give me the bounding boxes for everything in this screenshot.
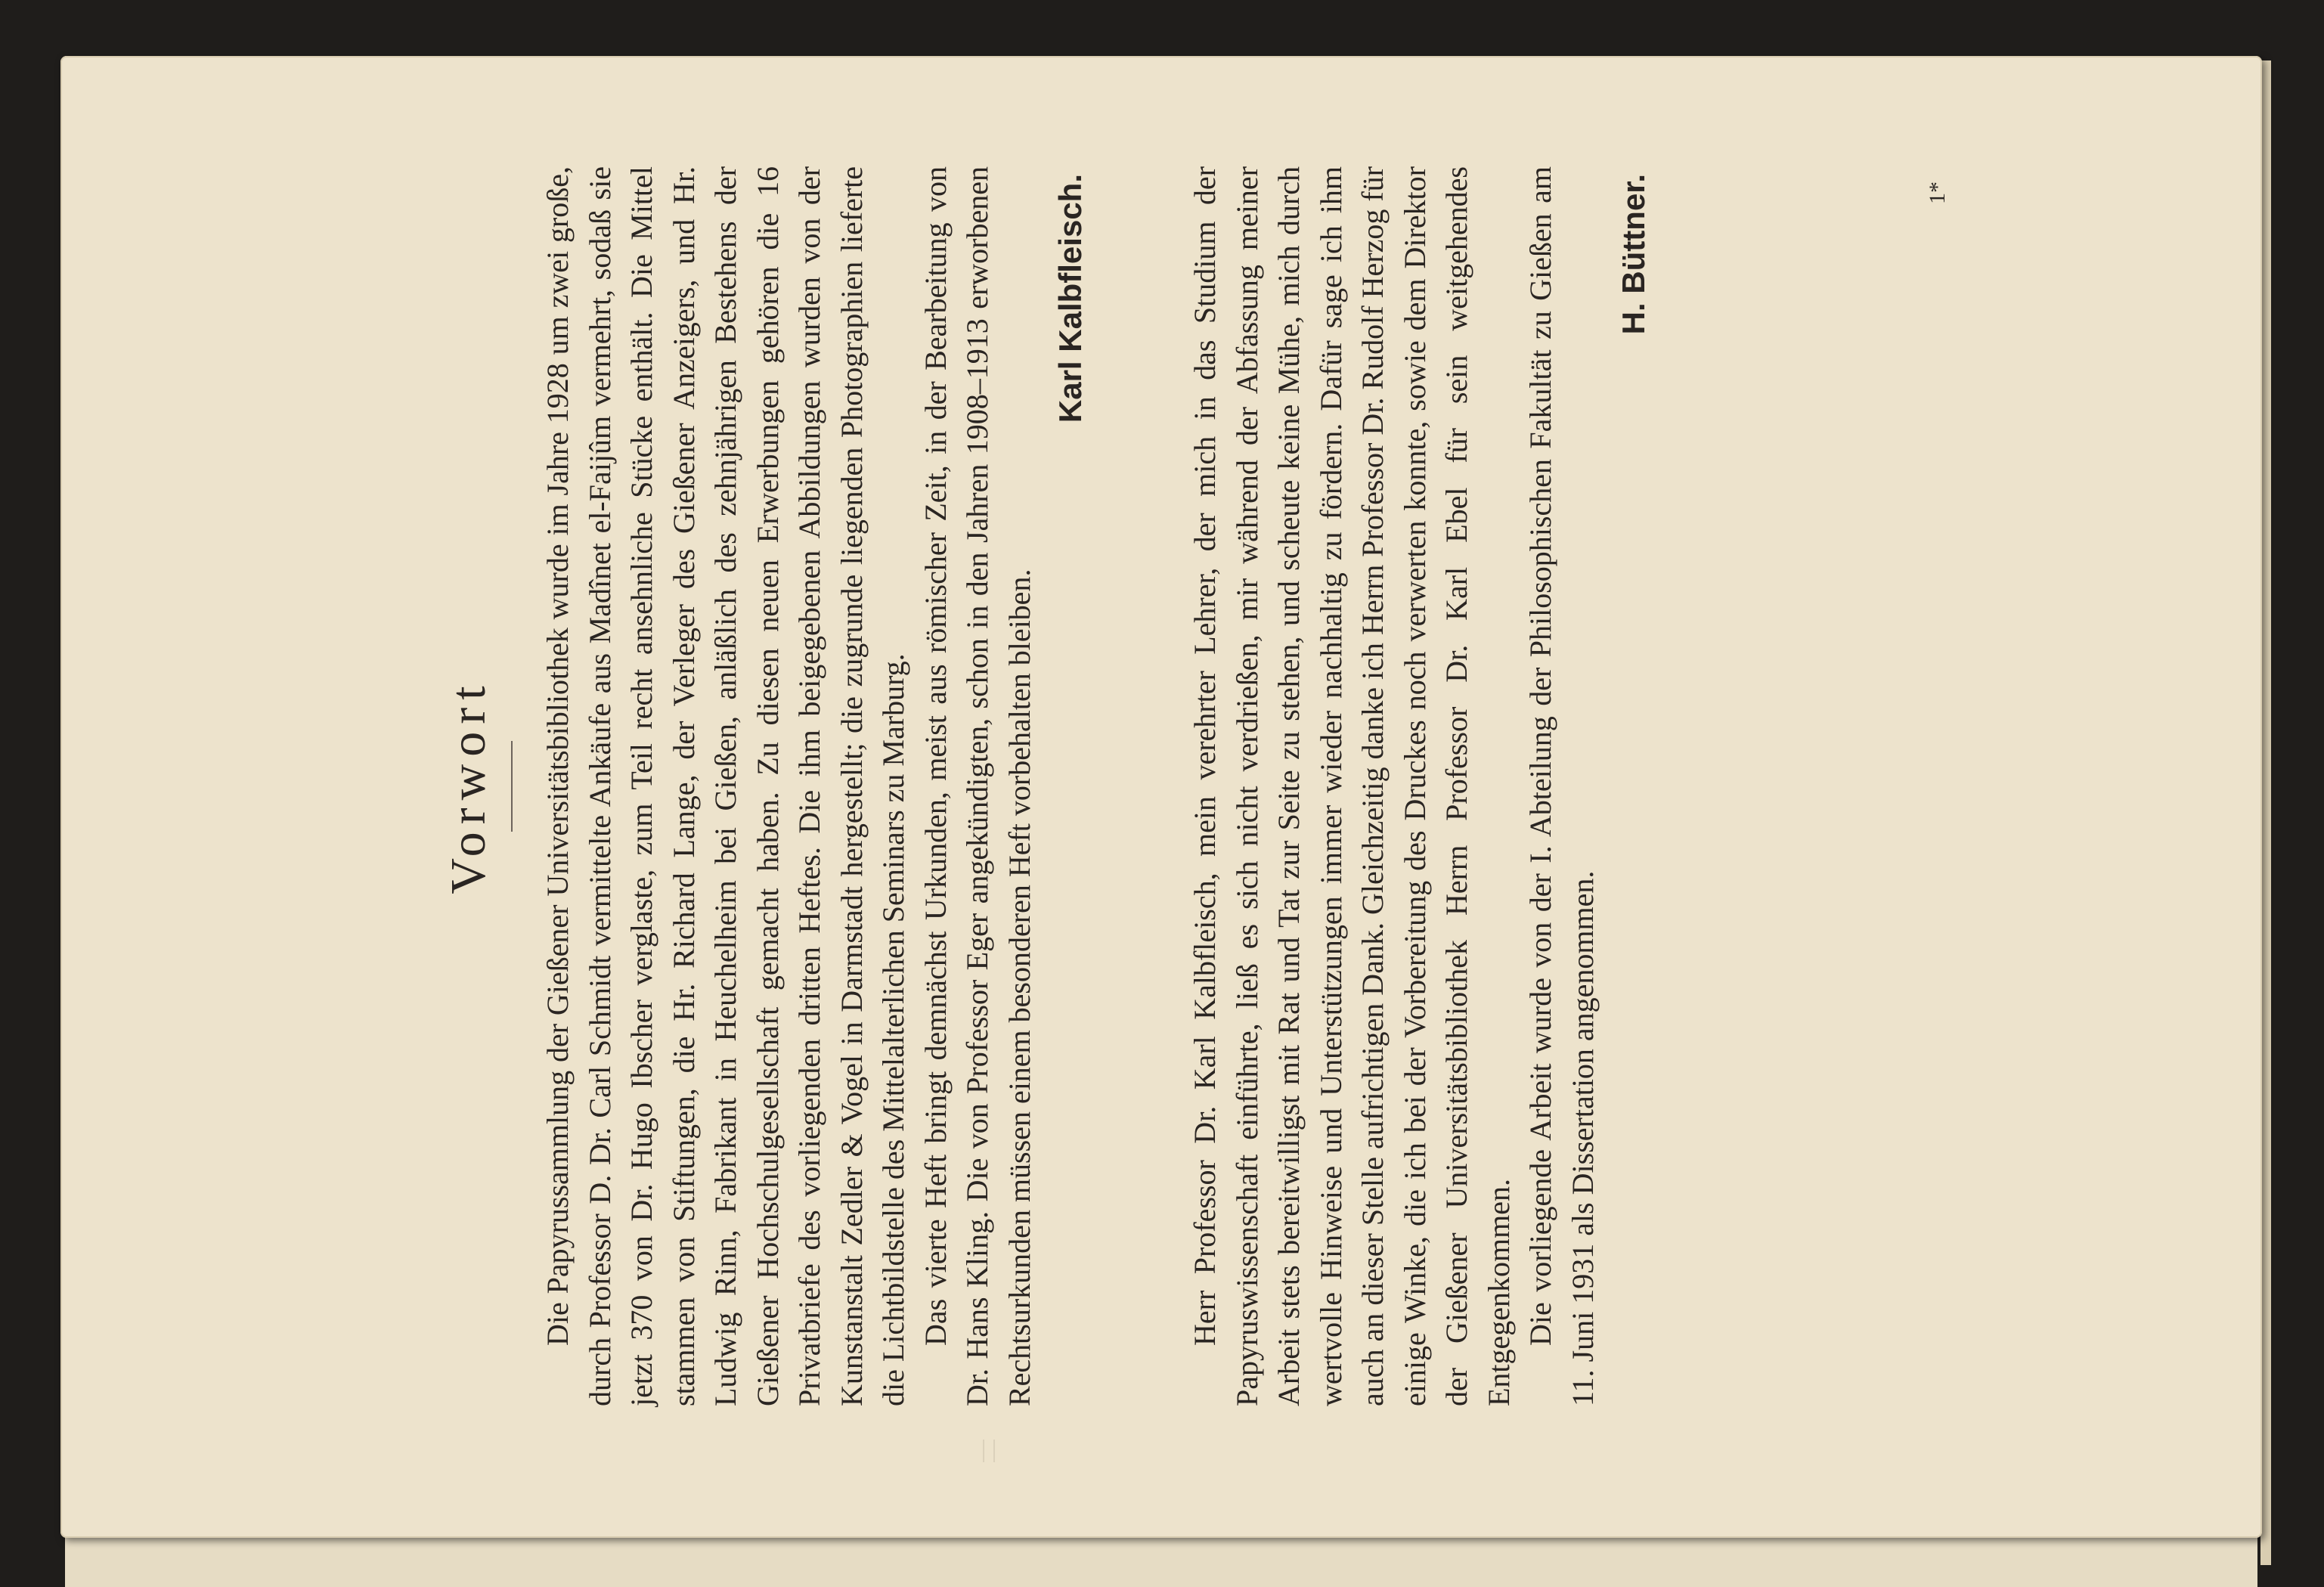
paragraph-1: Die Papyrussammlung der Gießener Universitätsbibliothek wurde im Jahre 1928 um zwei große, durch Professor D. Dr. Carl Schmidt vermittelte Ankäufe aus Madînet el-Faijûm vermehrt, sodaß sie jetzt 370 von Dr. Hugo Ibscher verglaste, zum Teil recht ansehnliche Stücke enthält. Die Mittel stammen von Stiftungen, die Hr. Richard Lange, der Verleger des Gießener Anzeigers, und Hr. Ludwig Rinn, Fabrikant in Heuchelheim bei Gießen, anläßlich des zehnjährigen Bestehens der Gießener Hochschulgesellschaft gemacht haben. Zu diesen neuen Erwerbungen gehören die 16 Privatbriefe des vorliegenden dritten Heftes. Die ihm beigegebenen Abbildungen wurden von der Kunstanstalt Zedler & Vogel in Darmstadt hergestellt; die zugrunde liegenden Photographien lieferte die Lichtbildstelle des Mittelalterlichen Seminars zu Marburg.: [541, 166, 910, 1406]
page-body: [537, 166, 1656, 1406]
rotated-page-content: [438, 166, 1950, 1406]
paragraph-3: Herr Professor Dr. Karl Kalbfleisch, mein verehrter Lehrer, der mich in das Studium der Papyruswissenschaft einführte, ließ es sich nicht verdrießen, mir während der Abfassung meiner Arbeit stets bereitwilligst mit Rat und Tat zur Seite zu stehen, und scheute keine Mühe, mich durch wertvolle Hinweise und Unterstützungen immer wieder nachhaltig zu fördern. Dafür sage ich ihm auch an dieser Stelle aufrichtigen Dank. Gleichzeitig danke ich Herrn Professor Dr. Rudolf Herzog für einige Winke, die ich bei der Vorbereitung des Druckes noch verwerten konnte, sowie dem Direktor der Gießener Universitätsbibliothek Herrn Professor Dr. Karl Ebel für sein weitgehendes Entgegenkommen.: [1188, 166, 1516, 1406]
page-number: 1*: [1924, 181, 1950, 204]
paragraph-4: Die vorliegende Arbeit wurde von der I. Abteilung der Philosophischen Fakultät zu Gießen am 11. Juni 1931 als Dissertation angenommen.: [1523, 166, 1600, 1406]
title-rule: [511, 741, 513, 832]
library-mark: [983, 1440, 995, 1462]
signature-kalbfleisch: Karl Kalbfleisch.: [1052, 174, 1088, 423]
page-title: Vorwort: [441, 678, 496, 894]
page-edge: [2260, 60, 2271, 1565]
signature-buettner: H. Büttner.: [1616, 174, 1651, 335]
paragraph-2: Das vierte Heft bringt demnächst Urkunden, meist aus römischer Zeit, in der Bearbeitung von Dr. Hans Kling. Die von Professor Eger angekündigten, schon in den Jahren 1908–1913 erworbenen Rechtsurkunden müssen einem besonderen Heft vorbehalten bleiben.: [918, 166, 1037, 1406]
section-gap: [1093, 166, 1184, 1406]
